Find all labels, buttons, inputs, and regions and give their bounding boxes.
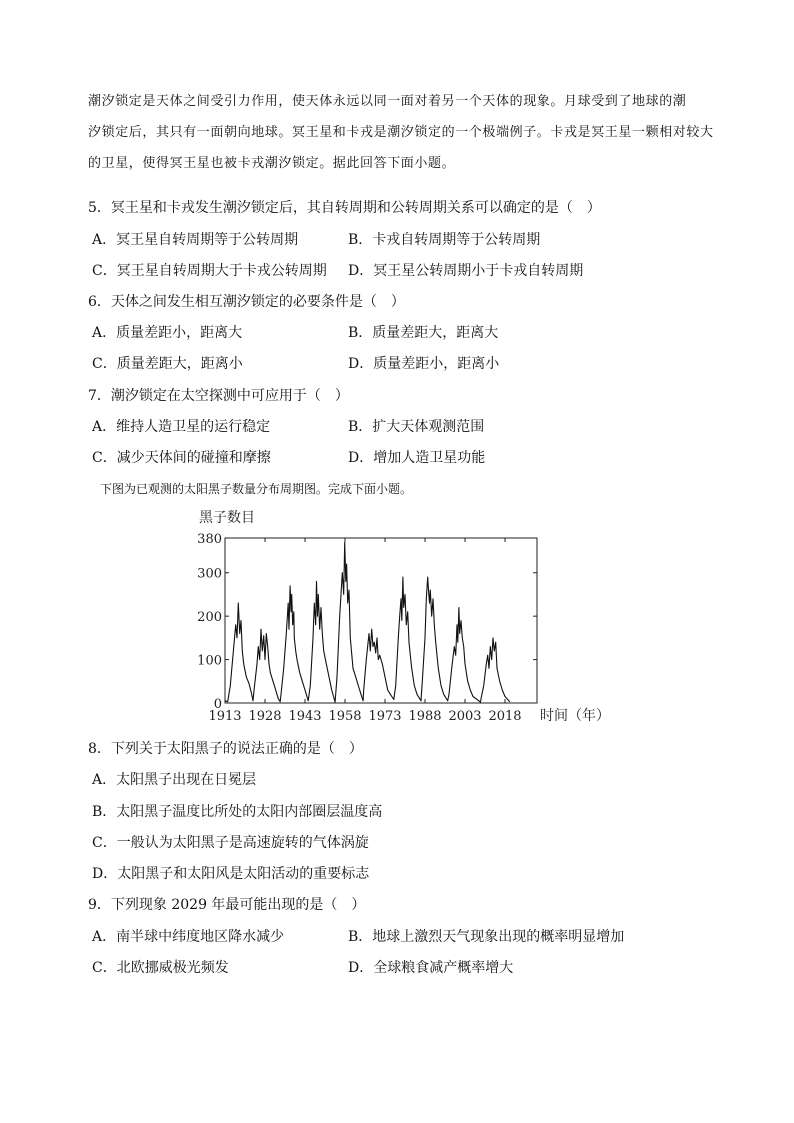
- question-9-option-b[interactable]: B．地球上激烈天气现象出现的概率明显增加: [348, 929, 625, 945]
- x-tick-label: 1958: [328, 709, 362, 724]
- question-6-option-a[interactable]: A．质量差距小，距离大: [92, 325, 243, 341]
- x-tick-label: 1928: [248, 709, 282, 724]
- x-tick-label: 1913: [208, 709, 242, 724]
- question-7-stem: 7．潮汐锁定在太空探测中可应用于（ ）: [88, 388, 349, 404]
- question-5-option-c[interactable]: C．冥王星自转周期大于卡戎公转周期: [92, 263, 327, 279]
- series-line-sunspots: [225, 542, 510, 702]
- question-5-option-d[interactable]: D．冥王星公转周期小于卡戎自转周期: [348, 263, 584, 279]
- question-8-option-c[interactable]: C．一般认为太阳黑子是高速旋转的气体涡旋: [92, 835, 369, 851]
- x-tick-label: 2018: [488, 709, 522, 724]
- question-6-stem: 6．天体之间发生相互潮汐锁定的必要条件是（ ）: [88, 294, 405, 310]
- intro-line: 的卫星，使得冥王星也被卡戎潮汐锁定。据此回答下面小题。: [88, 156, 456, 171]
- y-tick-label: 300: [197, 566, 222, 582]
- question-5-option-b[interactable]: B．卡戎自转周期等于公转周期: [348, 232, 541, 248]
- y-tick-label: 200: [197, 610, 222, 626]
- x-tick-label: 1973: [368, 709, 402, 724]
- x-axis-label: 时间（年）: [540, 708, 610, 724]
- question-7-option-d[interactable]: D．增加人造卫星功能: [348, 450, 486, 466]
- question-9-option-d[interactable]: D．全球粮食减产概率增大: [348, 960, 514, 976]
- sunspot-chart: [0, 500, 794, 730]
- question-9-stem: 9．下列现象 2029 年最可能出现的是（ ）: [88, 897, 366, 913]
- y-axis-label: 黑子数目: [199, 510, 255, 526]
- question-8-option-b[interactable]: B．太阳黑子温度比所处的太阳内部圈层温度高: [92, 804, 383, 820]
- chart-intro: 下图为已观测的太阳黑子数量分布周期图。完成下面小题。: [100, 482, 413, 496]
- y-tick-label: 380: [197, 532, 222, 547]
- y-tick-label: 0: [213, 697, 222, 712]
- question-8-stem: 8．下列关于太阳黑子的说法正确的是（ ）: [88, 741, 363, 757]
- intro-line: 潮汐锁定是天体之间受引力作用，使天体永远以同一面对着另一个天体的现象。月球受到了地球的潮: [88, 94, 687, 109]
- question-5-option-a[interactable]: A．冥王星自转周期等于公转周期: [92, 232, 299, 248]
- question-7-option-c[interactable]: C．减少天体间的碰撞和摩擦: [92, 450, 271, 466]
- question-6-option-d[interactable]: D．质量差距小，距离小: [348, 356, 500, 372]
- question-8-option-a[interactable]: A．太阳黑子出现在日冕层: [92, 772, 257, 788]
- question-5-stem: 5．冥王星和卡戎发生潮汐锁定后，其自转周期和公转周期关系可以确定的是（ ）: [88, 200, 601, 216]
- question-9-option-c[interactable]: C．北欧挪威极光频发: [92, 960, 229, 976]
- question-6-option-b[interactable]: B．质量差距大，距离大: [348, 325, 499, 341]
- question-9-option-a[interactable]: A．南半球中纬度地区降水减少: [92, 929, 285, 945]
- y-tick-label: 100: [197, 653, 222, 669]
- question-6-option-c[interactable]: C．质量差距大，距离小: [92, 356, 243, 372]
- intro-line: 汐锁定后，其只有一面朝向地球。冥王星和卡戎是潮汐锁定的一个极端例子。卡戎是冥王星一颗相对较大: [88, 125, 714, 140]
- x-tick-label: 1943: [288, 709, 322, 724]
- question-7-option-b[interactable]: B．扩大天体观测范围: [348, 419, 485, 435]
- x-tick-label: 1988: [408, 709, 442, 724]
- x-tick-label: 2003: [448, 709, 482, 724]
- question-8-option-d[interactable]: D．太阳黑子和太阳风是太阳活动的重要标志: [92, 866, 370, 882]
- intro-paragraph: [88, 86, 728, 179]
- question-7-option-a[interactable]: A．维持人造卫星的运行稳定: [92, 419, 271, 435]
